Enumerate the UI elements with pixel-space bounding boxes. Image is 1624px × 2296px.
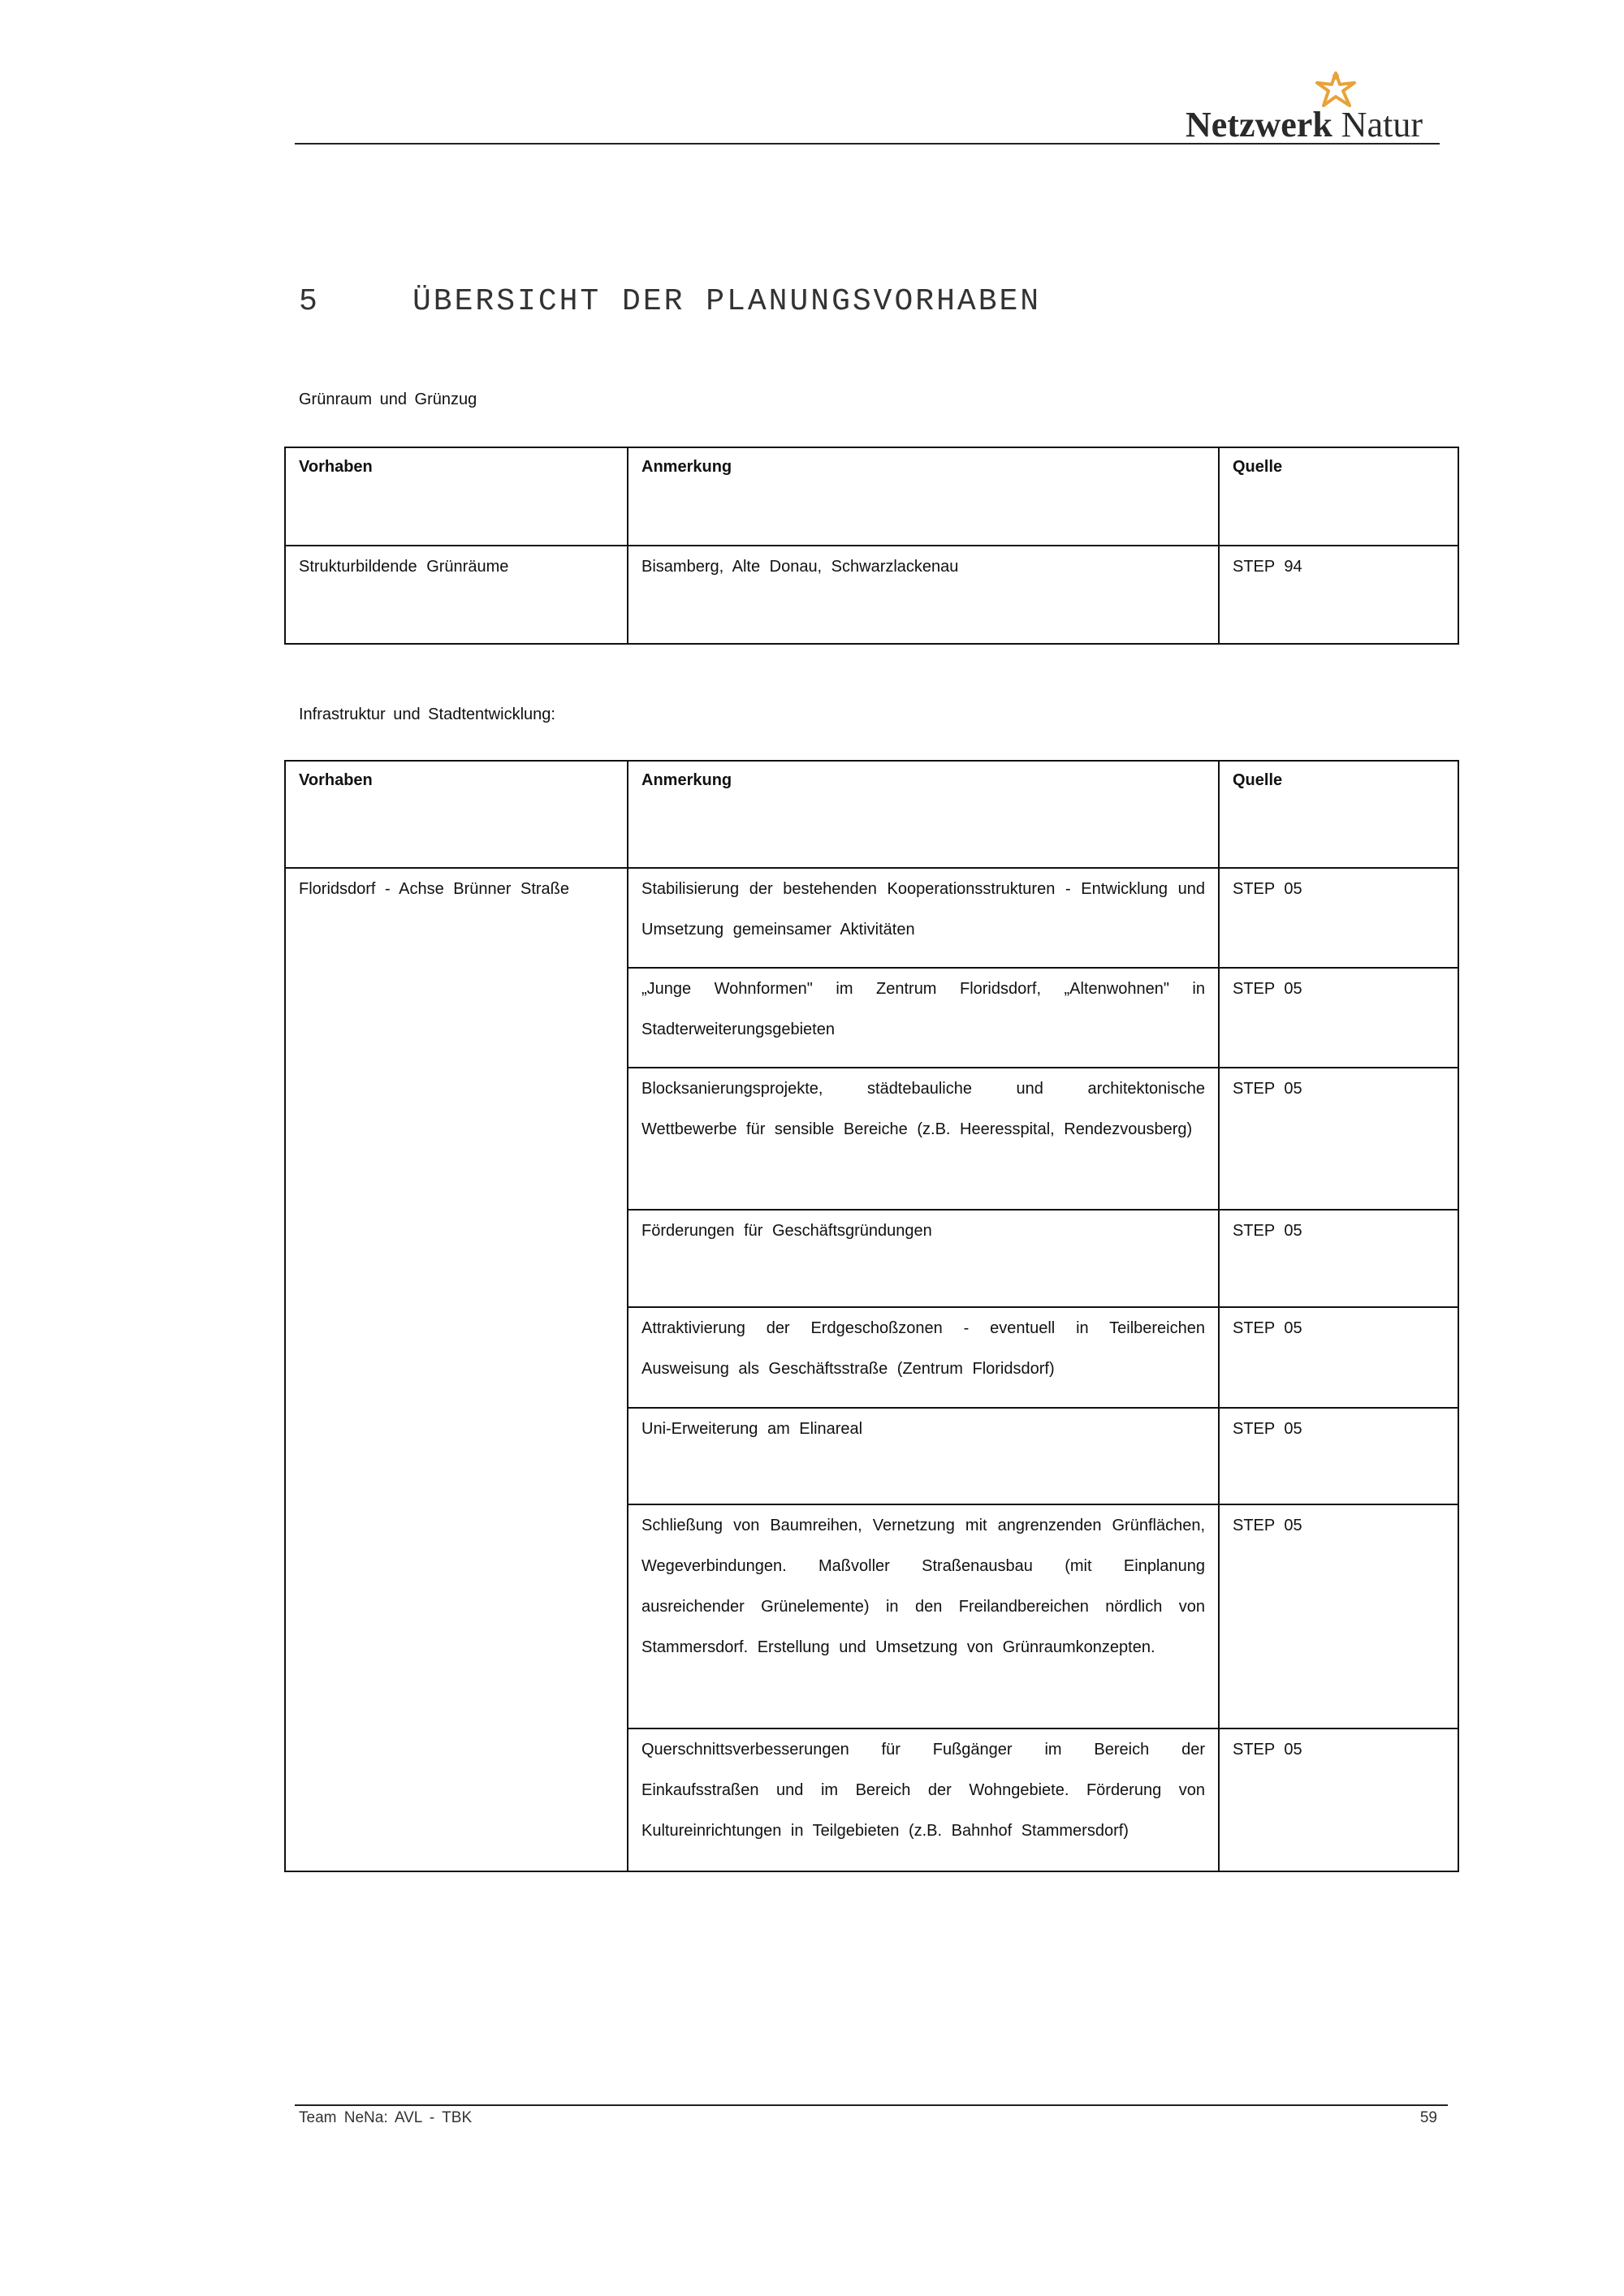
cell-quelle: STEP 05: [1219, 1210, 1458, 1307]
page-number: 59: [1419, 2109, 1437, 2126]
cell-anmerkung: Schließung von Baumreihen, Vernetzung mit angrenzenden Grünflächen, Wegeverbindungen. Maßvoller Straßenausbau (mit Einplanung ausreichender Grünelemente) in den Freilandbereichen nördlich von Stammersdorf. Erstellung und Umsetzung von Grünraumkonzepten.: [628, 1504, 1219, 1728]
logo-word-1: Netzwerk: [1186, 105, 1332, 145]
cell-anmerkung: Attraktivierung der Erdgeschoßzonen - eventuell in Teilbereichen Ausweisung als Geschäftsstraße (Zentrum Floridsdorf): [628, 1307, 1219, 1408]
cell-quelle: STEP 94: [1219, 546, 1458, 644]
column-header-anmerkung: Anmerkung: [628, 761, 1219, 868]
table-gruenraum: [284, 447, 1459, 645]
logo-word-2: Natur: [1341, 105, 1423, 145]
chapter-number: 5: [299, 284, 320, 319]
column-header-vorhaben: Vorhaben: [285, 447, 628, 546]
cell-quelle: STEP 05: [1219, 1504, 1458, 1728]
cell-vorhaben: Strukturbildende Grünräume: [285, 546, 628, 644]
cell-vorhaben: Floridsdorf - Achse Brünner Straße: [285, 868, 628, 1871]
column-header-vorhaben: Vorhaben: [285, 761, 628, 868]
footer-rule: [295, 2104, 1448, 2106]
chapter-title: ÜBERSICHT DER PLANUNGSVORHABEN: [412, 284, 1042, 319]
table-header-row: [285, 447, 1458, 546]
cell-quelle: STEP 05: [1219, 1728, 1458, 1871]
cell-anmerkung: Bisamberg, Alte Donau, Schwarzlackenau: [628, 546, 1219, 644]
column-header-quelle: Quelle: [1219, 447, 1458, 546]
cell-anmerkung: „Junge Wohnformen" im Zentrum Floridsdorf, „Altenwohnen" in Stadterweiterungsgebieten: [628, 968, 1219, 1068]
cell-quelle: STEP 05: [1219, 868, 1458, 968]
table-infrastruktur: [284, 760, 1459, 1872]
logo: [1186, 71, 1429, 145]
cell-anmerkung: Uni-Erweiterung am Elinareal: [628, 1408, 1219, 1504]
cell-quelle: STEP 05: [1219, 1408, 1458, 1504]
cell-anmerkung: Stabilisierung der bestehenden Kooperationsstrukturen - Entwicklung und Umsetzung gemeinsamer Aktivitäten: [628, 868, 1219, 968]
column-header-anmerkung: Anmerkung: [628, 447, 1219, 546]
logo-text: [1186, 104, 1423, 145]
cell-quelle: STEP 05: [1219, 1307, 1458, 1408]
chapter-heading: [299, 284, 1041, 319]
cell-anmerkung: Förderungen für Geschäftsgründungen: [628, 1210, 1219, 1307]
table-row: [285, 546, 1458, 644]
cell-quelle: STEP 05: [1219, 1068, 1458, 1210]
column-header-quelle: Quelle: [1219, 761, 1458, 868]
footer-team: Team NeNa: AVL - TBK: [299, 2109, 473, 2126]
cell-quelle: STEP 05: [1219, 968, 1458, 1068]
section-label-gruenraum: Grünraum und Grünzug: [299, 391, 477, 408]
section-label-infrastruktur: Infrastruktur und Stadtentwicklung:: [299, 706, 555, 723]
cell-anmerkung: Blocksanierungsprojekte, städtebauliche und architektonische Wettbewerbe für sensible Bereiche (z.B. Heeresspital, Rendezvousberg): [628, 1068, 1219, 1210]
table-header-row: [285, 761, 1458, 868]
table-row: [285, 868, 1458, 968]
cell-anmerkung: Querschnittsverbesserungen für Fußgänger im Bereich der Einkaufsstraßen und im Bereich der Wohngebiete. Förderung von Kultureinrichtungen in Teilgebieten (z.B. Bahnhof Stammersdorf): [628, 1728, 1219, 1871]
header-rule: [295, 143, 1440, 145]
